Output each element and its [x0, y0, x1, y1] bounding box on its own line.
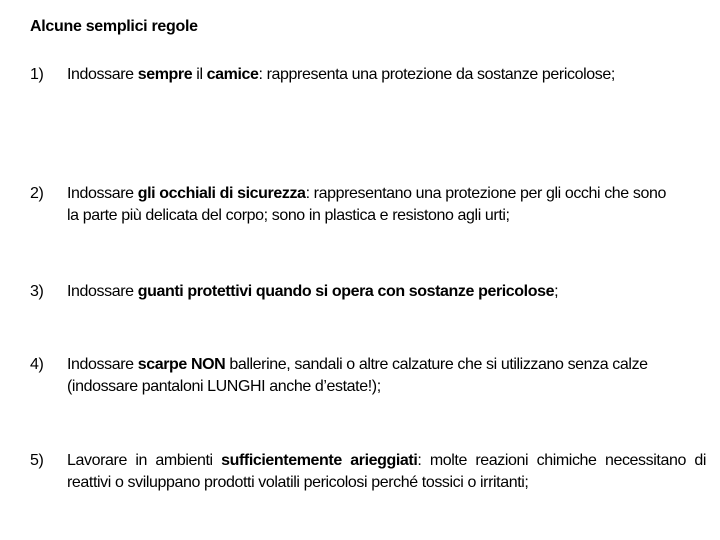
item-text: Indossare guanti protettivi quando si opera con sostanze pericolose; [67, 283, 559, 300]
item-text: Indossare scarpe NON ballerine, sandali o altre calzature che si utilizzano senza calze (indossare pantaloni LUNGHI anche d’estate!); [67, 356, 648, 395]
item-number: 1) [30, 66, 44, 83]
item-number: 4) [30, 356, 44, 373]
page-title: Alcune semplici regole [30, 18, 198, 35]
rule-item-2 [30, 183, 670, 227]
rule-item-3 [30, 281, 706, 303]
item-text: Lavorare in ambienti sufficientemente arieggiati: molte reazioni chimiche necessitano di reattivi o sviluppano prodotti volatili pericolosi perché tossici o irritanti; [67, 452, 707, 491]
item-number: 5) [30, 452, 44, 469]
rule-item-5 [30, 450, 706, 494]
rule-item-1 [30, 64, 630, 86]
rule-item-4 [30, 354, 670, 398]
item-text: Indossare gli occhiali di sicurezza: rappresentano una protezione per gli occhi che sono la parte più delicata del corpo; sono in plastica e resistono agli urti; [67, 185, 666, 224]
item-text: Indossare sempre il camice: rappresenta una protezione da sostanze pericolose; [67, 66, 615, 83]
item-number: 3) [30, 283, 44, 300]
item-number: 2) [30, 185, 44, 202]
